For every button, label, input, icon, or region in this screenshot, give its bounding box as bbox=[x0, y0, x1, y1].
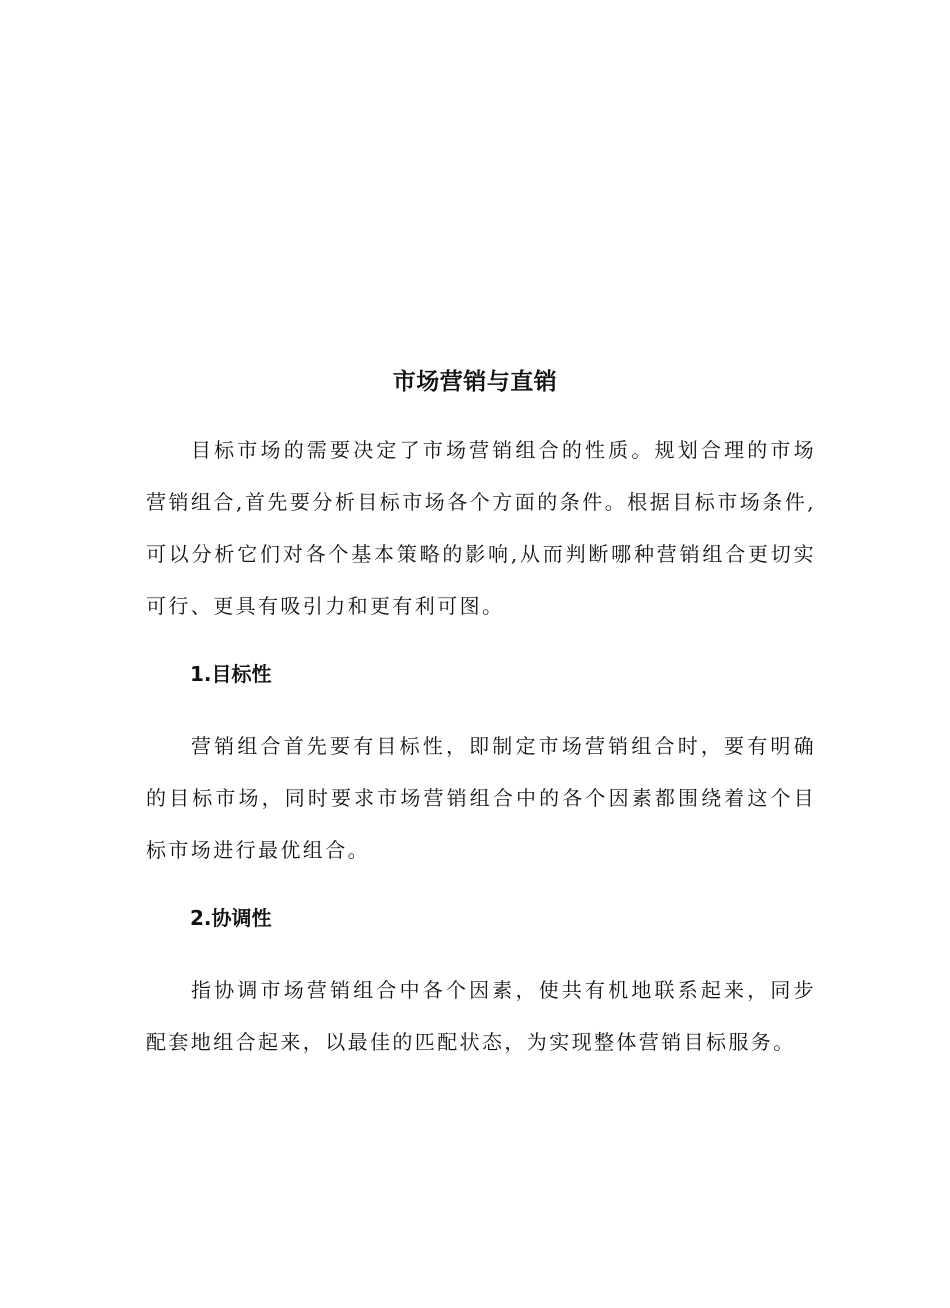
section-body-targeting: 营销组合首先要有目标性，即制定市场营销组合时，要有明确的目标市场，同时要求市场营销组合中的各个因素都围绕着这个目标市场进行最优组合。 bbox=[146, 734, 816, 862]
section-heading-coordination: 2.协调性 bbox=[190, 906, 272, 930]
section-heading-targeting: 1.目标性 bbox=[190, 662, 272, 686]
document-title: 市场营销与直销 bbox=[392, 369, 558, 395]
intro-paragraph: 目标市场的需要决定了市场营销组合的性质。规划合理的市场营销组合,首先要分析目标市场各个方面的条件。根据目标市场条件,可以分析它们对各个基本策略的影响,从而判断哪种营销组合更切实可行、更具有吸引力和更有利可图。 bbox=[146, 438, 816, 618]
section-body-coordination: 指协调市场营销组合中各个因素，使共有机地联系起来，同步配套地组合起来，以最佳的匹配状态，为实现整体营销目标服务。 bbox=[146, 978, 816, 1054]
